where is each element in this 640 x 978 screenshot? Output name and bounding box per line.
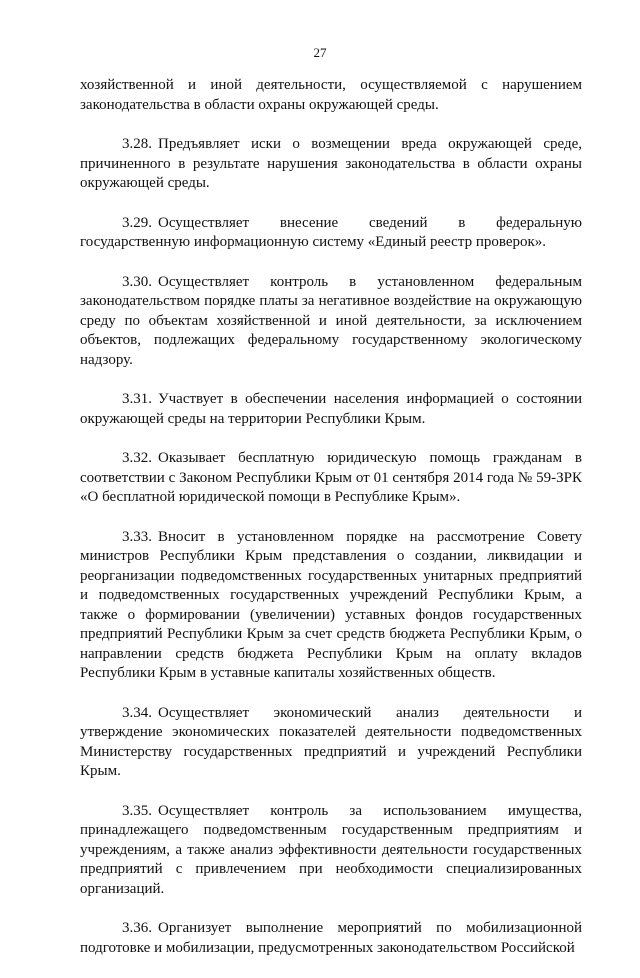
paragraph-text: Вносит в установленном порядке на рассмотрение Совету министров Республики Крым представления о создании, ликвидации и реорганизации подведомственных государственных унитарных предприятий и подведомственных государственных учреждений Республики Крым, а также о формировании (увеличении) уставных фондов государственных предприятий Республики Крым за счет средств бюджета Республики Крым, о направлении средств бюджета Республики Крым на оплату вкладов Республики Крым в уставные капиталы хозяйственных обществ. [80, 528, 582, 681]
paragraph-3-31 [80, 390, 582, 429]
paragraph-3-35 [80, 802, 582, 900]
paragraph-number: 3.33. [122, 528, 152, 545]
paragraph-number: 3.35. [122, 802, 152, 819]
document-body [80, 76, 582, 978]
paragraph-number: 3.30. [122, 273, 152, 290]
paragraph-text: Осуществляет контроль за использованием имущества, принадлежащего подведомственным государственным предприятиям и учреждениям, а также анализ эффективности деятельности государственных предприятий с привлечением при необходимости специализированных организаций. [80, 802, 582, 897]
page-number: 27 [313, 45, 327, 60]
paragraph-3-28 [80, 135, 582, 194]
paragraph-text: Предъявляет иски о возмещении вреда окружающей среде, причиненного в результате нарушения законодательства в области охраны окружающей среды. [80, 136, 582, 191]
paragraph-3-29 [80, 214, 582, 253]
paragraph-continuation [80, 76, 582, 115]
paragraph-text: хозяйственной и иной деятельности, осуществляемой с нарушением законодательства в области охраны окружающей среды. [80, 77, 582, 113]
paragraph-3-30 [80, 273, 582, 371]
paragraph-3-33 [80, 528, 582, 684]
paragraph-3-34 [80, 704, 582, 782]
paragraph-number: 3.36. [122, 920, 152, 936]
paragraph-number: 3.29. [122, 214, 152, 231]
paragraph-text: Осуществляет экономический анализ деятельности и утверждение экономических показателей деятельности подведомственных Министерству государственных предприятий и учреждений Республики Крым. [80, 704, 582, 779]
paragraph-number: 3.32. [122, 450, 152, 466]
paragraph-text: Осуществляет внесение сведений в федеральную государственную информационную систему «Единый реестр проверок». [80, 214, 582, 250]
paragraph-text: Оказывает бесплатную юридическую помощь гражданам в соответствии с Законом Республики Крым от 01 сентября 2014 года № 59-ЗРК «О бесплатной юридической помощи в Республике Крым». [80, 450, 582, 505]
paragraph-text: Организует выполнение мероприятий по мобилизационной подготовке и мобилизации, предусмотренных законодательством Российской [80, 920, 582, 956]
paragraph-number: 3.31. [122, 391, 152, 407]
paragraph-number: 3.28. [122, 136, 152, 152]
paragraph-number: 3.34. [122, 704, 152, 721]
paragraph-3-36 [80, 919, 582, 958]
paragraph-text: Осуществляет контроль в установленном федеральным законодательством порядке платы за негативное воздействие на окружающую среду по объектам хозяйственной и иной деятельности, за исключением объектов, подлежащих федеральному государственному экологическому надзору. [80, 273, 582, 368]
paragraph-3-32 [80, 449, 582, 508]
paragraph-text: Участвует в обеспечении населения информацией о состоянии окружающей среды на территории Республики Крым. [80, 391, 582, 427]
